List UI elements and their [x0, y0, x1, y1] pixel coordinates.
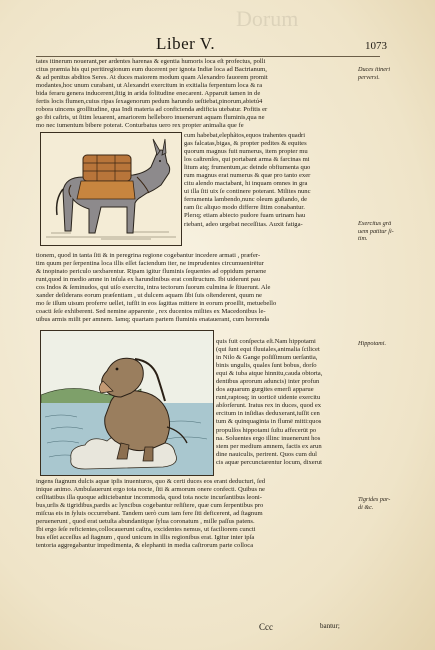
text-line: stem per medium amnem, factis ex arun — [216, 442, 322, 450]
text-line: ui illa ſiti uix ſe continere poterant. Milites nunc — [184, 188, 311, 196]
text-line: (qui ſunt equi fluuiales,animalia ſcilicet — [216, 346, 320, 354]
text-block-beside-mule — [184, 132, 354, 229]
text-line: in Nilo & Gange poſiſſimum uerſantia, — [216, 354, 318, 362]
margin-note-guides — [358, 66, 390, 81]
text-line: mo ſe iſſum uisum proferre uellet, iufſit in eos ſagittas mittere in eorum proeſſit, metuebello — [36, 300, 277, 308]
margin-note-line: tim. — [358, 235, 368, 242]
text-line: quorum magnus fuit numerus, item propter mu — [184, 148, 308, 156]
text-line: Ibi ergo ſeſe reficientes,collocauerunt caſtra, excidentes nemus, ut faciliorem cuncti — [36, 526, 256, 534]
text-line: & inopinato periculo uexbarentur. Ripam igitur fluminis ſequentes ad oppidum peruene — [36, 268, 267, 276]
text-line: citu alendo mactabant, hi inquam omnes in gra — [184, 180, 308, 188]
text-line: go ibi caſtris, ut ſitim leuarent, amariorem helleboro inuenerunt aquam fluminis,qua ne — [36, 114, 265, 122]
text-line: ingens ſtagnum dulcis aquæ ipſis inuenturos, quo & certi duces eos erant deducturi, ſed — [36, 478, 266, 485]
text-line: na. Soluentes ergo illinc inuenerunt hos — [216, 434, 321, 442]
text-block-bottom — [36, 478, 354, 550]
margin-note-line: Hippotami. — [358, 340, 387, 347]
margin-note-line: Exercitus grā — [358, 220, 392, 227]
signature-mark: Ccc — [259, 622, 273, 632]
text-block-middle — [36, 252, 354, 324]
text-line: runt,quod in medio amne in inſula ex harundinibus erat conſtructum. Ibi uiderunt pau — [36, 276, 261, 284]
text-line: tim quum per ſerpentina loca illis eſſet faciendum iter, ne imprudentes circumuenirētur — [36, 260, 264, 268]
text-line: bus,urſis & tigridibus,pardis ac lyncibus cogebantur reſiſtere, quæ cum ſerpentibus pro — [36, 502, 264, 510]
text-line: tionem, quod in tanta ſiti & in peregrina regione cogebantur incedere armati , præfer- — [36, 252, 261, 259]
margin-note-thirst — [358, 220, 394, 243]
text-line: coacti ſeſe exhiberent. Sed nemine apparente , rex ducentos milites ex Macedonibus le- — [36, 308, 266, 316]
catchword: bantur; — [320, 622, 340, 630]
hippopotamus-woodcut — [40, 330, 214, 476]
text-line: runt,raptosq; in uorticē uidente exercitu — [216, 394, 321, 402]
margin-note-line: di &c. — [358, 503, 374, 511]
text-line: bus eſſet acceſſus ad ſtagnum , quod unicum in illis regionibus erat. Igitur inter ipſa — [36, 534, 255, 542]
text-line: equi & iuba atque hinnitu,cauda obtorta, — [216, 370, 323, 378]
text-line: miſcua eis in ſyluis occurrebant. Tandem uerò cum iam fere ſiti deficerent, ad ſtagnum — [36, 510, 263, 518]
text-line: xander deſiderans eorum præſentiam , ut dulcem aquam ſibi ſuis oſtenderent, quum ne — [36, 292, 262, 300]
text-line: quis fuit conſpecta eſt.Nam hippotami — [216, 338, 316, 345]
text-line: cis aquæ percunctarentur locum, dixerut — [216, 458, 323, 466]
text-line: uibus armis miſit per amnem. Iamq; quartam partem fluminis enatauerant, cum horrenda — [36, 316, 270, 324]
page-title: Liber V. — [156, 34, 216, 53]
text-line: cum habebat,elephãtos,equos trahentes quadri — [184, 132, 306, 139]
text-line: dentibus aprorum aduncis) inter profun — [216, 378, 320, 386]
text-line: citus præmia his qui peritiregionum eum ducerent per ignota Indiæ loca ad Bactrianum, — [36, 66, 267, 74]
text-block-top — [36, 58, 354, 130]
hippopotamus-illustration — [41, 331, 213, 475]
margin-note-tigers — [358, 496, 390, 511]
text-line: ram ſic aliquo modo differre ſitim conabantur. — [184, 204, 305, 212]
text-line: & ad penitus abditos Seres. At duces maiorem modum quam Alexandro fauorem promit — [36, 74, 268, 82]
text-line: dos aquarum gurgites emerſi apparue — [216, 386, 314, 394]
text-line: los caſtrenſes, qui portabant arma & farcinas mi — [184, 156, 310, 164]
margin-note-line: perversi. — [358, 73, 380, 81]
text-line: binis ungulis, quales ſunt bobus, dorſo — [216, 362, 317, 370]
text-line: bida feraru genera inducerent,ſitig in arida folitudine enecarent. Apparuit tamen in de — [36, 90, 261, 98]
margin-note-line: Duces itineri — [358, 66, 391, 73]
text-block-beside-hippo — [216, 338, 356, 467]
text-line: inique animo. Ambulauerunt ergo tota nocte, ſiti & armorum onere confecti. Quibus ne — [36, 486, 265, 494]
margin-note-line: Tigrides par- — [358, 496, 391, 503]
text-line: litum atq; frumentum,ac deinde obfiumenta quo — [184, 164, 311, 172]
text-line: tum & quinquaginta in flumē mitti:quos — [216, 418, 322, 426]
text-line: mo nec iumentum bibere poterat. Conturbatus uero rex propter animalia que fe — [36, 122, 244, 130]
text-line: dine nauiculis, perirent. Quos cum dul — [216, 450, 317, 458]
text-line: rum magnus erat numerus & quæ pro tanto exer — [184, 172, 311, 180]
bleed-through-text: Dorum — [236, 6, 299, 31]
margin-note-hippopotami — [358, 340, 386, 348]
text-line: gas falcatas,bigas, & propter pedites & equites — [184, 140, 307, 148]
text-line: robora uincens groſſitudine, qua Indi materia ad conficienda ædificia utebatur. Pofitis er — [36, 106, 268, 114]
text-line: Plerıq; etiam abiecto pudore fuam urinam hau — [184, 212, 306, 220]
text-line: ferramenta lambendo,nunc oleum guſtando, de — [184, 196, 308, 204]
margin-note-line: uem patitur ſi- — [358, 227, 394, 235]
text-line: cos Indos & ſeminudos, qui uiſo exercitu, intra tectorum ſuorum culmina ſe ſtiuerunt. Ale — [36, 284, 271, 292]
text-line: ercitum in inſidias deduxerant,iuſſit cen — [216, 410, 320, 418]
text-line: ceſſitatibus illa quoque adiiciebantur incommoda, quod tota nocte incurſantibus leoni- — [36, 494, 262, 502]
text-line: fertis locis flumen,cuius ripas ſexagenorum pedum harundo ueſtiebat,pinorum,abietú4 — [36, 98, 263, 106]
text-line: propulſos hippotami ſuſtu affecerūt po — [216, 426, 317, 434]
text-line: riebant, adeo urgebat neceſſitas. Auxit fatiga- — [184, 220, 303, 228]
mule-woodcut — [40, 132, 182, 246]
mule-illustration — [41, 133, 181, 245]
header-rule — [36, 56, 380, 57]
text-line: abſorſerunt. Iratus rex in duces, quod ex — [216, 402, 322, 410]
text-line: tentoria aggregabantur impedimenta, & elephanti in media caſtrorum parte colloca — [36, 542, 254, 550]
text-line: modantes,hoc unum curabant, ut Alexandri exercitum in exitialia ferpentum loca & ra — [36, 82, 263, 90]
text-line: peruenerunt , quod erat uetuſta abundantique ſylua coronatum , mille paſſus patens. — [36, 518, 255, 526]
text-line: tates itinerum nouerant,per ardentes harenas & egentia humoris loca eſt profectus, polli — [36, 58, 266, 65]
page-number: 1073 — [365, 40, 387, 52]
